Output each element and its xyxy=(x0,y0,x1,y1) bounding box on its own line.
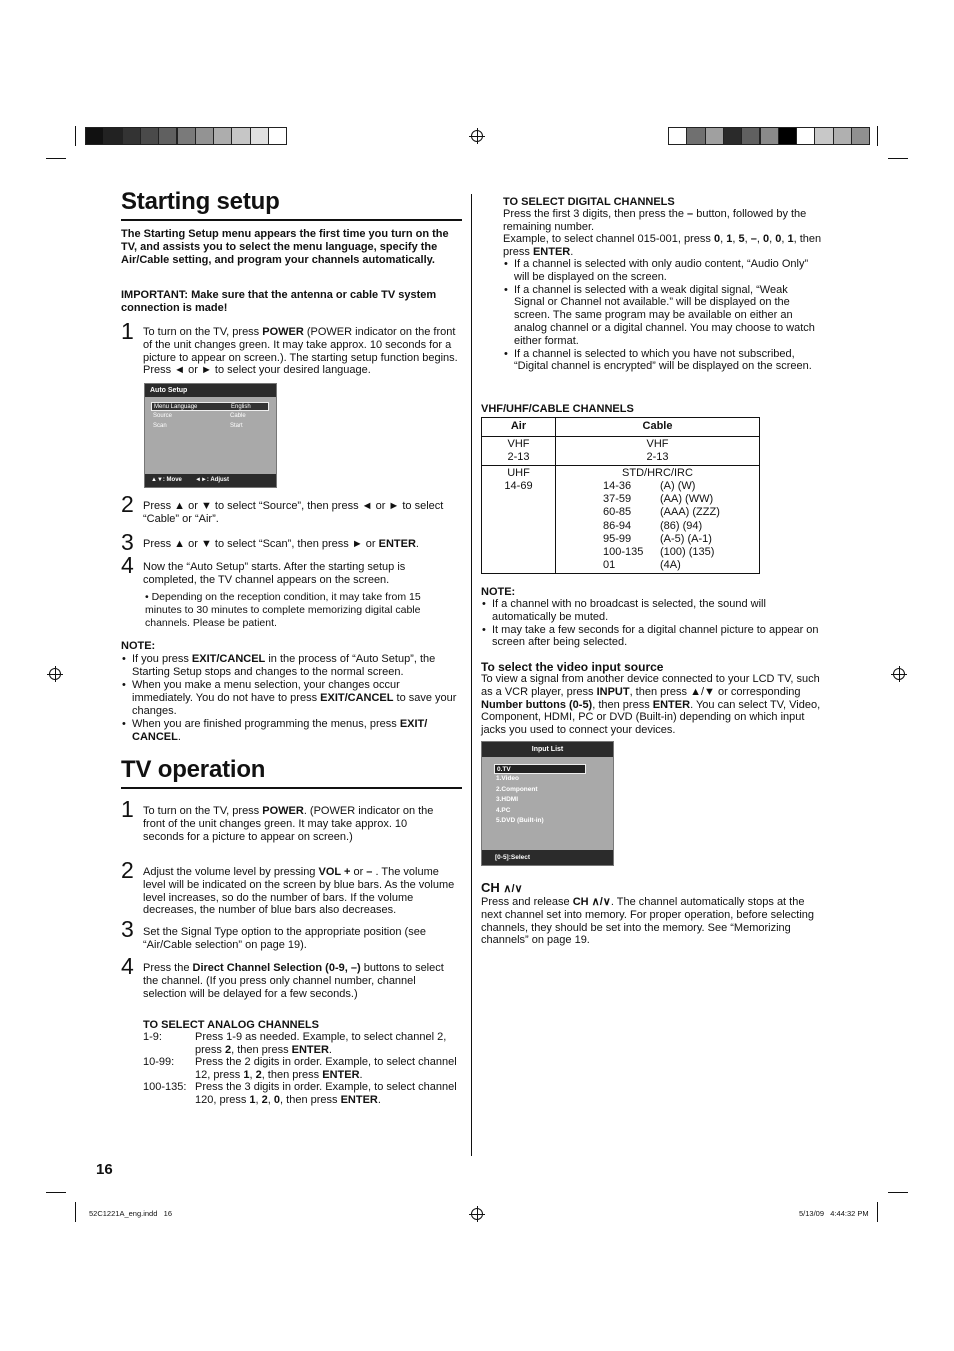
section-title-tv-operation: TV operation xyxy=(121,756,266,783)
section-rule xyxy=(121,219,462,221)
channel-label: (A) (W) xyxy=(660,480,696,492)
osd-input-item: 2.Component xyxy=(496,785,538,793)
osd-menu-row xyxy=(151,422,269,431)
section-rule xyxy=(121,787,462,789)
table-row xyxy=(603,559,753,572)
table-row xyxy=(603,493,753,506)
channel-table xyxy=(481,417,760,574)
op-1-text: To turn on the TV, press POWER. (POWER indicator on the front of the unit changes green. It may take approx. 10 seconds for a picture to appear on screen.) xyxy=(143,805,434,843)
analog-row xyxy=(143,1081,463,1106)
table-row xyxy=(603,546,753,559)
color-swatch xyxy=(195,127,214,145)
analog-instruction: Press the 3 digits in order. Example, to select channel 120, press 1, 2, 0, then press ENTER. xyxy=(195,1081,457,1106)
osd-input-item: 1.Video xyxy=(496,775,520,783)
color-swatch xyxy=(177,127,196,145)
color-swatch xyxy=(158,127,177,145)
osd-menu-label: Source xyxy=(153,413,173,419)
list-item: • If a channel is selected to which you have not subscribed, “Digital channel is encrypted” will be displayed on the screen. xyxy=(514,348,820,374)
color-swatch xyxy=(122,127,141,145)
channel-label: (4A) xyxy=(660,559,681,572)
color-swatch xyxy=(705,127,724,145)
list-item: • If a channel is selected with only audio content, “Audio Only” will be displayed on the screen. xyxy=(514,258,820,284)
analog-instruction: Press 1-9 as needed. Example, to select channel 2, press 2, then press ENTER. xyxy=(195,1031,447,1056)
input-list-osd xyxy=(481,741,614,866)
step-1-text: To turn on the TV, press POWER (POWER indicator on the front of the unit changes green. It may take approx. 10 seconds for a picture to appear on screen.). The starting setup function begins. Press ◄ or ► to select your desired language. xyxy=(143,326,458,377)
digital-example: Example, to select channel 015-001, press 0, 1, 5, –, 0, 0, 1, then press ENTER. xyxy=(503,233,822,258)
page-number: 16 xyxy=(96,1161,113,1178)
color-swatch xyxy=(760,127,779,145)
color-swatch xyxy=(213,127,232,145)
table-row xyxy=(603,533,753,546)
analog-table xyxy=(143,1031,463,1106)
step-number: 4 xyxy=(121,953,134,979)
color-swatch xyxy=(796,127,815,145)
osd-menu-value: English xyxy=(231,404,251,410)
step-number: 2 xyxy=(121,491,134,517)
color-swatch xyxy=(851,127,870,145)
color-swatch xyxy=(668,127,687,145)
analog-instruction: Press the 2 digits in order. Example, to select channel 12, press 1, 2, then press ENTER. xyxy=(195,1056,457,1081)
ch-heading: CH ∧/∨ xyxy=(481,880,523,895)
analog-row xyxy=(143,1031,463,1056)
note-heading: NOTE: xyxy=(121,640,156,652)
step-number: 4 xyxy=(121,552,134,578)
osd-input-item: 4.PC xyxy=(496,806,511,814)
video-input-heading: To select the video input source xyxy=(481,660,664,674)
analog-range: 100-135: xyxy=(143,1081,187,1093)
table-divider xyxy=(482,465,759,466)
osd-input-item: 3.HDMI xyxy=(496,796,519,804)
osd-menu-row xyxy=(151,402,269,411)
osd-menu-value: Start xyxy=(230,423,243,429)
osd-input-item: 0.TV xyxy=(494,764,586,774)
color-swatch xyxy=(778,127,797,145)
cable-channel-list xyxy=(603,480,753,572)
osd-menu-label: Scan xyxy=(153,423,167,429)
channel-label: (AAA) (ZZZ) xyxy=(660,506,720,519)
osd-title: Auto Setup xyxy=(145,384,276,397)
step-number: 3 xyxy=(121,916,134,942)
step-number: 2 xyxy=(121,857,134,883)
video-input-text: To view a signal from another device connected to your LCD TV, such as a VCR player, press INPUT, then press ▲/▼ or corresponding Number buttons (0-5), then press ENTER. You can select TV, Video, Component, HDMI, PC or DVD (Built-in) depending on which input jacks you used to connect your devices. xyxy=(481,673,821,737)
op-2-text: Adjust the volume level by pressing VOL + or – . The volume level will be indicated on the screen by blue bars. As the volume level increases, so do the number of bars. If the volume decreases, the number of blue bars also decreases. xyxy=(143,866,455,917)
crop-mark xyxy=(877,126,878,146)
crop-mark xyxy=(46,158,66,159)
color-swatch xyxy=(686,127,705,145)
table-row xyxy=(603,506,753,519)
registration-mark-icon xyxy=(893,668,905,680)
step-number: 3 xyxy=(121,529,134,555)
digital-bullets xyxy=(514,258,820,373)
step-4-note: • Depending on the reception condition, it may take from 15 minutes to 30 minutes to complete memorizing digital cable channels. Please be patient. xyxy=(145,591,421,629)
step-4-text: Now the “Auto Setup” starts. After the starting setup is completed, the TV channel appears on the screen. xyxy=(143,561,406,586)
table-divider xyxy=(482,436,759,437)
ch-arrows-icon: ∧/∨ xyxy=(503,883,523,895)
channel-range: 60-85 xyxy=(603,506,632,519)
list-item: • If you press EXIT/CANCEL in the process of “Auto Setup”, the Starting Setup stops and changes to the normal screen. xyxy=(132,653,460,679)
table-heading: VHF/UHF/CABLE CHANNELS xyxy=(481,403,634,415)
channel-range: 86-94 xyxy=(603,519,632,532)
table-cell: VHF 2-13 xyxy=(646,438,669,463)
column-divider xyxy=(471,194,472,1156)
important-text: IMPORTANT: Make sure that the antenna or cable TV system connection is made! xyxy=(121,289,437,314)
color-swatch xyxy=(250,127,269,145)
color-swatch xyxy=(140,127,159,145)
channel-range: 14-36 xyxy=(603,480,632,492)
note-heading: NOTE: xyxy=(481,586,516,598)
list-item: • If a channel is selected with a weak digital signal, “Weak Signal or Channel not available.” will be displayed on the screen. The same program may be available on either an analog channel or a digital channel. You may choose to watch either format. xyxy=(514,284,820,348)
file-slug: 52C1221A_eng.indd 16 xyxy=(89,1209,172,1218)
osd-footer: [0-5]:Select xyxy=(482,850,613,865)
print-date: 5/13/09 4:44:32 PM xyxy=(799,1209,869,1218)
step-number: 1 xyxy=(121,796,134,822)
table-cell: STD/HRC/IRC xyxy=(622,467,693,479)
digital-text: Press the first 3 digits, then press the – button, followed by the remaining number. xyxy=(503,208,807,233)
ch-text: Press and release CH ∧/∨. The channel automatically stops at the next channel set into memory. For proper operation, before selecting channels, they should be set into the memory. See “Memorizing channels” on page 19. xyxy=(481,896,815,947)
table-row xyxy=(603,520,753,533)
digital-heading: TO SELECT DIGITAL CHANNELS xyxy=(503,196,675,208)
crop-mark xyxy=(75,1202,76,1222)
channel-label: (A-5) (A-1) xyxy=(660,532,712,545)
analog-heading: TO SELECT ANALOG CHANNELS xyxy=(143,1019,320,1031)
osd-menu-row xyxy=(151,412,269,421)
osd-footer-adjust: ◄►: Adjust xyxy=(195,477,229,483)
list-item: • When you make a menu selection, your changes occur immediately. You do not have to press EXIT/CANCEL to save your changes. xyxy=(132,679,460,717)
step-number: 1 xyxy=(121,318,134,344)
auto-setup-osd xyxy=(144,383,277,488)
analog-range: 1-9: xyxy=(143,1031,162,1043)
crop-mark xyxy=(75,126,76,146)
intro-text: The Starting Setup menu appears the first time you turn on the TV, and assists you to select the menu language, specify the Air/Cable setting, and program your channels automatically. xyxy=(121,228,449,266)
osd-menu-label: Menu Language xyxy=(154,404,198,410)
osd-footer-move: ▲▼: Move xyxy=(151,477,182,483)
table-header-air: Air xyxy=(510,420,527,432)
list-item: • When you are finished programming the menus, press EXIT/ CANCEL. xyxy=(132,718,460,744)
section-title-starting-setup: Starting setup xyxy=(121,188,280,215)
crop-mark xyxy=(877,1202,878,1222)
channel-label: (100) (135) xyxy=(660,545,715,558)
note-list xyxy=(492,598,826,649)
color-swatch xyxy=(741,127,760,145)
table-cell: VHF 2-13 xyxy=(507,438,530,463)
color-swatch xyxy=(814,127,833,145)
channel-range: 37-59 xyxy=(603,493,632,506)
list-item: • If a channel with no broadcast is selected, the sound will automatically be muted. xyxy=(492,598,826,624)
registration-mark-icon xyxy=(49,668,61,680)
analog-row xyxy=(143,1056,463,1081)
op-4-text: Press the Direct Channel Selection (0-9, –) buttons to select the channel. (If you press only channel number, channel selection will be delayed for a few seconds.) xyxy=(143,962,444,1000)
crop-mark xyxy=(888,1192,908,1193)
crop-mark xyxy=(46,1192,66,1193)
color-swatch xyxy=(85,127,104,145)
list-item: • It may take a few seconds for a digital channel picture to appear on screen after being selected. xyxy=(492,624,826,650)
registration-mark-icon xyxy=(471,130,483,142)
osd-title: Input List xyxy=(482,742,613,757)
color-swatch xyxy=(231,127,250,145)
channel-range: 95-99 xyxy=(603,532,632,545)
crop-mark xyxy=(888,158,908,159)
color-swatch xyxy=(268,127,287,145)
channel-label: (AA) (WW) xyxy=(660,493,714,506)
channel-range: 01 xyxy=(603,559,616,572)
step-3-text: Press ▲ or ▼ to select “Scan”, then press ► or ENTER. xyxy=(143,538,419,550)
analog-range: 10-99: xyxy=(143,1056,175,1068)
note-list xyxy=(132,653,460,744)
channel-label: (86) (94) xyxy=(660,519,703,532)
osd-footer xyxy=(145,474,276,487)
table-row xyxy=(603,480,753,493)
table-header-cable: Cable xyxy=(642,420,673,432)
op-3-text: Set the Signal Type option to the appropriate position (see “Air/Cable selection” on page 19). xyxy=(143,926,426,951)
channel-range: 100-135 xyxy=(603,545,644,558)
osd-input-item: 5.DVD (Built-in) xyxy=(496,817,544,824)
step-2-text: Press ▲ or ▼ to select “Source”, then press ◄ or ► to select “Cable” or “Air”. xyxy=(143,500,444,525)
registration-mark-icon xyxy=(471,1208,483,1220)
osd-menu-value: Cable xyxy=(230,413,246,419)
color-swatch xyxy=(103,127,122,145)
color-swatch xyxy=(833,127,852,145)
table-cell: UHF 14-69 xyxy=(504,467,533,492)
color-swatch xyxy=(723,127,742,145)
